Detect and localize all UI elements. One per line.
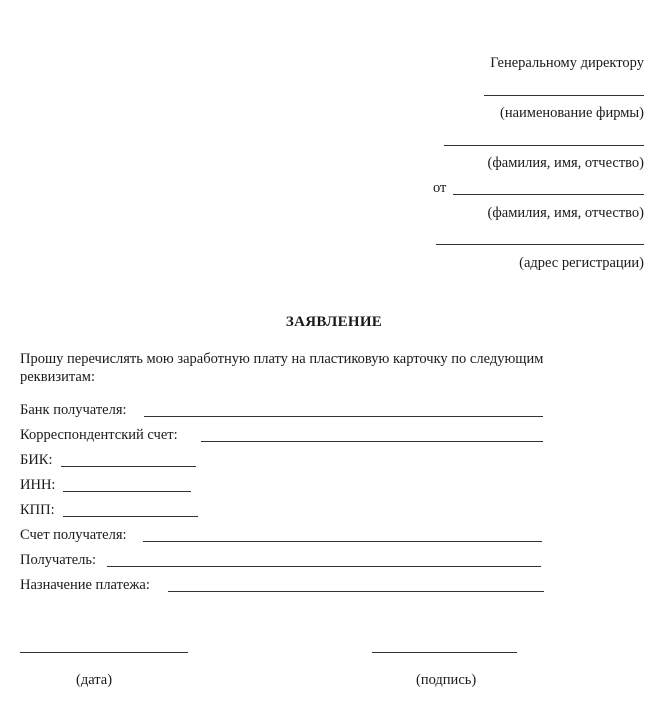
- field-line-kpp: [63, 516, 198, 517]
- date-caption: (дата): [76, 672, 113, 688]
- director-name-line: [444, 145, 644, 146]
- field-label-kpp: КПП:: [20, 502, 55, 518]
- field-line-inn: [63, 491, 191, 492]
- signature-line: [372, 652, 517, 653]
- field-label-recipient: Получатель:: [20, 552, 97, 568]
- employee-name-caption: (фамилия, имя, отчество): [487, 205, 644, 221]
- company-name-caption: (наименование фирмы): [499, 105, 644, 121]
- addressee-text: Генеральному директору: [490, 55, 644, 71]
- field-line-purpose: [168, 591, 544, 592]
- field-label-bank: Банк получателя:: [20, 402, 127, 418]
- address-line: [436, 244, 644, 245]
- field-line-corr-account: [201, 441, 543, 442]
- company-name-line: [484, 95, 644, 96]
- request-paragraph: Прошу перечислять мою заработную плату на пластиковую карточку по следующим реквизитам:: [20, 351, 544, 385]
- field-label-inn: ИНН:: [20, 477, 56, 493]
- director-name-caption: (фамилия, имя, отчество): [487, 155, 644, 171]
- field-label-corr-account: Корреспондентский счет:: [20, 427, 178, 443]
- document-title: ЗАЯВЛЕНИЕ: [285, 314, 383, 330]
- from-label: от: [433, 180, 447, 196]
- field-label-bik: БИК:: [20, 452, 53, 468]
- signature-caption: (подпись): [416, 672, 477, 688]
- field-line-account: [143, 541, 542, 542]
- date-line: [20, 652, 188, 653]
- field-line-bik: [61, 466, 196, 467]
- address-caption: (адрес регистрации): [519, 255, 644, 271]
- field-line-recipient: [107, 566, 541, 567]
- field-line-bank: [144, 416, 543, 417]
- field-label-account: Счет получателя:: [20, 527, 127, 543]
- employee-name-line: [453, 194, 644, 195]
- field-label-purpose: Назначение платежа:: [20, 577, 150, 593]
